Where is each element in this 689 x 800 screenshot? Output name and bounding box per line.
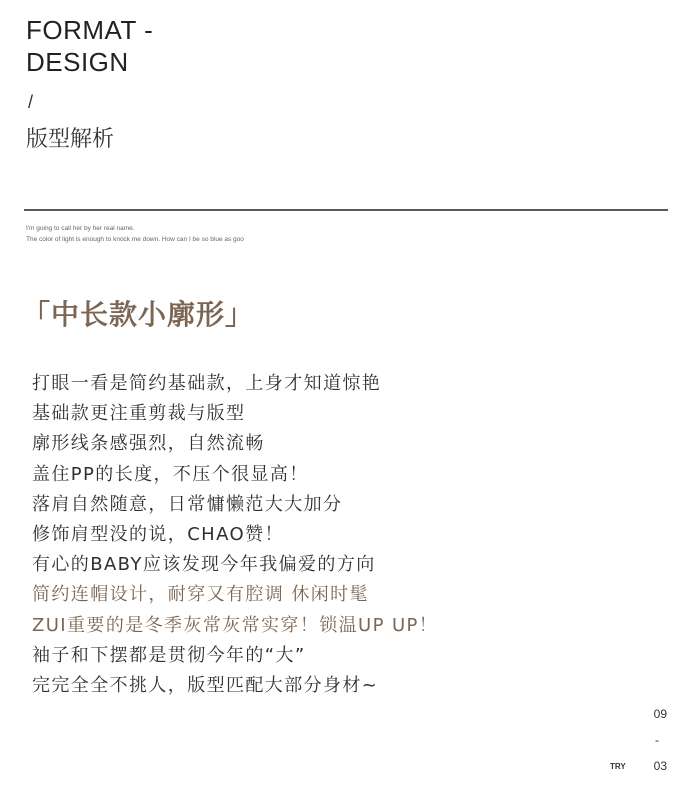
format-design-heading	[26, 14, 153, 78]
body-text	[32, 369, 652, 701]
section-title: 「中长款小廓形」	[22, 298, 255, 331]
body-line: 基础款更注重剪裁与版型	[32, 403, 246, 425]
heading-line-1: FORMAT -	[26, 15, 154, 45]
body-line: 打眼一看是简约基础款，上身才知道惊艳	[32, 373, 382, 394]
horizontal-rule	[24, 209, 668, 211]
body-line: 有心的BABY应该发现今年我偏爱的方向	[32, 554, 376, 576]
chinese-subtitle: 版型解析	[26, 127, 115, 152]
tagline-line-1: I'm going to call her by her real name.	[26, 225, 135, 232]
body-line: 盖住PP的长度，不压个很显高！	[32, 463, 309, 485]
body-line: 简约连帽设计，耐穿又有腔调 休闲时髦	[32, 584, 369, 606]
tagline-line-2: The color of light is enough to knock me down. How can I be so blue as goo	[26, 236, 244, 243]
body-line: 修饰肩型没的说，CHAO赞！	[32, 524, 284, 546]
heading-line-2: DESIGN	[26, 47, 129, 77]
page-number-bottom: 03	[653, 759, 667, 773]
slash-divider: /	[28, 92, 34, 112]
body-line: ZUI重要的是冬季灰常灰常实穿！锁温UP UP！	[32, 614, 439, 636]
try-label: TRY	[610, 762, 626, 771]
page-number-separator: -	[655, 733, 659, 747]
body-line: 袖子和下摆都是贯彻今年的“大”	[32, 644, 306, 666]
page-number-top: 09	[653, 707, 667, 721]
body-line: 完完全全不挑人，版型匹配大部分身材~	[32, 675, 379, 697]
body-line: 落肩自然随意，日常慵懒范大大加分	[32, 493, 343, 515]
body-line: 廓形线条感强烈，自然流畅	[32, 433, 265, 455]
